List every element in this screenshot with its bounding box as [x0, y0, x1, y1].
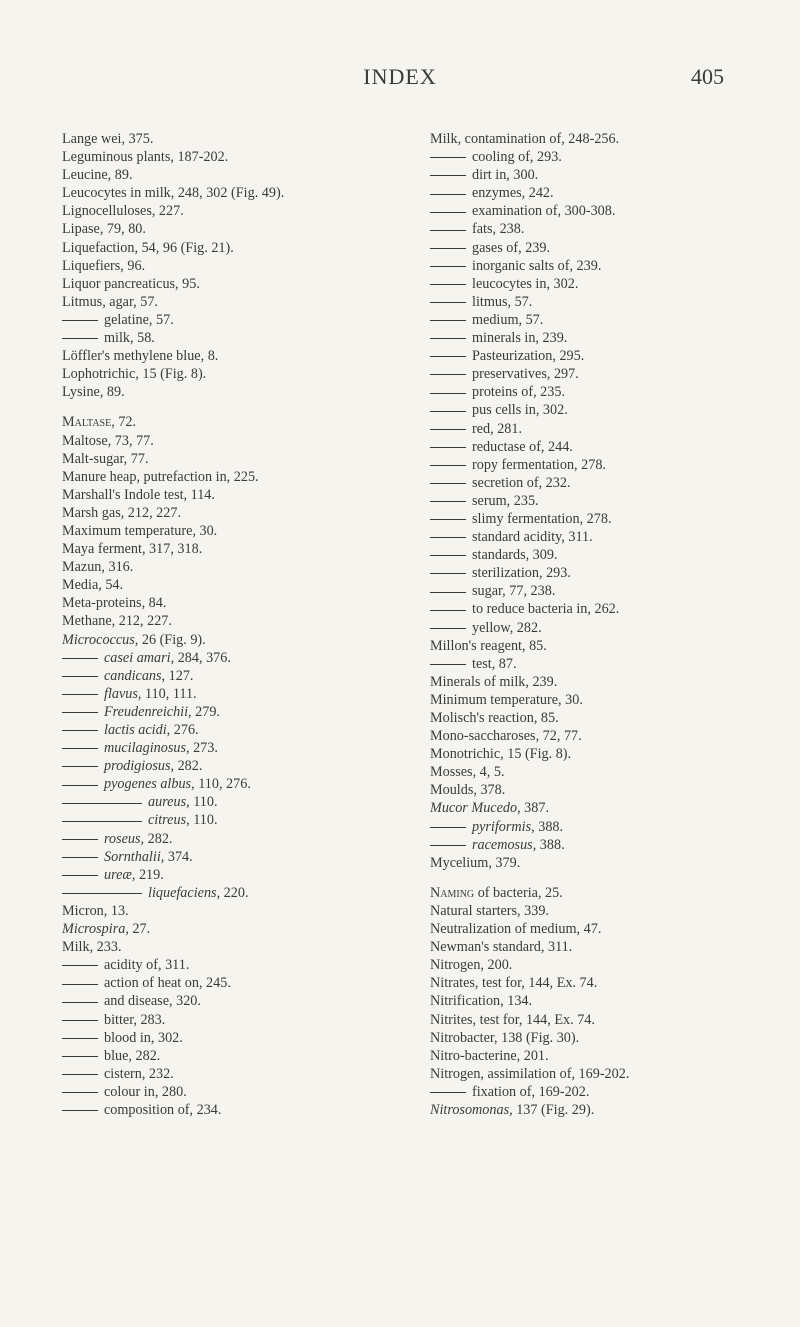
index-entry: Löffler's methylene blue, 8. — [62, 348, 219, 365]
index-entry: Liquefaction, 54, 96 (Fig. 21). — [62, 239, 234, 256]
index-subentry: standards, 309. — [430, 546, 780, 564]
index-column-right — [430, 130, 780, 1119]
index-entry: Minerals of milk, 239. — [430, 673, 558, 690]
index-subentry: lactis acidi, 276. — [62, 721, 382, 739]
index-subentry: roseus, 282. — [62, 830, 382, 848]
index-subentry: colour in, 280. — [62, 1083, 382, 1101]
index-subentry: test, 87. — [430, 655, 780, 673]
index-entry: Minimum temperature, 30. — [430, 691, 583, 708]
index-subentry: secretion of, 232. — [430, 474, 780, 492]
index-subentry: Freudenreichii, 279. — [62, 703, 382, 721]
index-entry: Natural starters, 339. — [430, 902, 549, 919]
index-entry: Moulds, 378. — [430, 782, 506, 799]
index-subentry: preservatives, 297. — [430, 365, 780, 383]
index-entry: Nitrification, 134. — [430, 993, 533, 1010]
index-subentry: slimy fermentation, 278. — [430, 510, 780, 528]
index-entry: Maltase, 72. — [62, 414, 137, 431]
index-subentry: to reduce bacteria in, 262. — [430, 600, 780, 618]
index-subentry: citreus, 110. — [62, 811, 382, 829]
index-entry: Newman's standard, 311. — [430, 939, 573, 956]
index-subentry: inorganic salts of, 239. — [430, 257, 780, 275]
index-entry: Liquefiers, 96. — [62, 257, 146, 274]
index-subentry: serum, 235. — [430, 492, 780, 510]
section-gap — [62, 401, 382, 413]
index-entry: Liquor pancreaticus, 95. — [62, 275, 200, 292]
index-entry: Monotrichic, 15 (Fig. 8). — [430, 746, 572, 763]
index-subentry: pyogenes albus, 110, 276. — [62, 775, 382, 793]
index-subentry: dirt in, 300. — [430, 166, 780, 184]
index-subentry: standard acidity, 311. — [430, 528, 780, 546]
index-subentry: blue, 282. — [62, 1047, 382, 1065]
index-entry: Maltose, 73, 77. — [62, 432, 154, 449]
index-entry: Leucine, 89. — [62, 167, 133, 184]
index-subentry: acidity of, 311. — [62, 956, 382, 974]
index-subentry: prodigiosus, 282. — [62, 757, 382, 775]
index-subentry: gelatine, 57. — [62, 311, 382, 329]
section-gap — [430, 872, 780, 884]
index-entry: Molisch's reaction, 85. — [430, 710, 559, 726]
index-subentry: racemosus, 388. — [430, 836, 780, 854]
index-subentry: pyriformis, 388. — [430, 818, 780, 836]
index-entry: Litmus, agar, 57. — [62, 293, 158, 310]
index-subentry: red, 281. — [430, 420, 780, 438]
index-entry: Lignocelluloses, 227. — [62, 203, 184, 220]
index-subentry: Sornthalii, 374. — [62, 848, 382, 866]
index-entry: Nitrogen, assimilation of, 169-202. — [430, 1065, 630, 1082]
index-subentry: Pasteurization, 295. — [430, 347, 780, 365]
index-subentry: reductase of, 244. — [430, 438, 780, 456]
index-subentry: leucocytes in, 302. — [430, 275, 780, 293]
index-subentry: proteins of, 235. — [430, 383, 780, 401]
index-entry: Leguminous plants, 187-202. — [62, 149, 229, 166]
index-entry: Neutralization of medium, 47. — [430, 921, 602, 938]
index-entry: Malt-sugar, 77. — [62, 450, 149, 467]
index-entry: Mucor Mucedo, 387. — [430, 800, 549, 817]
index-entry: Lophotrichic, 15 (Fig. 8). — [62, 366, 207, 383]
page-number: 405 — [691, 64, 724, 89]
index-entry: Micrococcus, 26 (Fig. 9). — [62, 631, 206, 648]
index-entry: Maximum temperature, 30. — [62, 522, 218, 539]
index-subentry: litmus, 57. — [430, 293, 780, 311]
index-subentry: composition of, 234. — [62, 1101, 382, 1119]
index-entry: Manure heap, putrefaction in, 225. — [62, 468, 259, 485]
index-subentry: fats, 238. — [430, 220, 780, 238]
index-subentry: action of heat on, 245. — [62, 974, 382, 992]
index-subentry: liquefaciens, 220. — [62, 884, 382, 902]
index-entry: Naming of bacteria, 25. — [430, 884, 563, 901]
index-entry: Nitrosomonas, 137 (Fig. 29). — [430, 1101, 595, 1118]
index-entry: Marshall's Indole test, 114. — [62, 486, 215, 503]
index-entry: Nitrobacter, 138 (Fig. 30). — [430, 1029, 580, 1046]
index-subentry: cooling of, 293. — [430, 148, 780, 166]
index-entry: Meta-proteins, 84. — [62, 595, 167, 612]
index-subentry: ureæ, 219. — [62, 866, 382, 884]
index-entry: Lipase, 79, 80. — [62, 221, 146, 238]
index-entry: Micron, 13. — [62, 902, 129, 919]
index-subentry: sugar, 77, 238. — [430, 582, 780, 600]
index-entry: Methane, 212, 227. — [62, 613, 172, 630]
index-entry: Mazun, 316. — [62, 559, 134, 576]
index-subentry: aureus, 110. — [62, 793, 382, 811]
index-entry: Microspira, 27. — [62, 921, 151, 938]
index-subentry: yellow, 282. — [430, 619, 780, 637]
page-header — [0, 64, 800, 104]
index-entry: Nitrates, test for, 144, Ex. 74. — [430, 975, 598, 992]
index-subentry: flavus, 110, 111. — [62, 685, 382, 703]
index-entry: Nitrogen, 200. — [430, 957, 513, 974]
index-entry: Millon's reagent, 85. — [430, 637, 547, 654]
index-entry: Milk, contamination of, 248-256. — [430, 131, 620, 147]
index-subentry: gases of, 239. — [430, 239, 780, 257]
index-subentry: sterilization, 293. — [430, 564, 780, 582]
index-subentry: minerals in, 239. — [430, 329, 780, 347]
index-entry: Milk, 233. — [62, 939, 122, 956]
index-subentry: bitter, 283. — [62, 1011, 382, 1029]
index-entry: Marsh gas, 212, 227. — [62, 504, 182, 521]
index-subentry: mucilaginosus, 273. — [62, 739, 382, 757]
index-entry: Mycelium, 379. — [430, 854, 521, 871]
index-subentry: casei amari, 284, 376. — [62, 649, 382, 667]
index-entry: Nitrites, test for, 144, Ex. 74. — [430, 1011, 595, 1028]
page-title: INDEX — [363, 64, 437, 89]
index-entry: Nitro-bacterine, 201. — [430, 1047, 549, 1064]
index-entry: Mosses, 4, 5. — [430, 764, 505, 781]
index-subentry: fixation of, 169-202. — [430, 1083, 780, 1101]
index-entry: Mono-saccharoses, 72, 77. — [430, 728, 582, 745]
index-entry: Lange wei, 375. — [62, 131, 154, 147]
index-column-left — [62, 130, 382, 1119]
index-subentry: pus cells in, 302. — [430, 401, 780, 419]
index-entry: Lysine, 89. — [62, 384, 125, 401]
index-entry: Media, 54. — [62, 577, 124, 594]
index-subentry: examination of, 300-308. — [430, 202, 780, 220]
index-entry: Leucocytes in milk, 248, 302 (Fig. 49). — [62, 185, 285, 202]
index-subentry: cistern, 232. — [62, 1065, 382, 1083]
index-subentry: medium, 57. — [430, 311, 780, 329]
index-subentry: and disease, 320. — [62, 992, 382, 1010]
index-subentry: milk, 58. — [62, 329, 382, 347]
index-subentry: enzymes, 242. — [430, 184, 780, 202]
index-entry: Maya ferment, 317, 318. — [62, 541, 203, 558]
index-subentry: candicans, 127. — [62, 667, 382, 685]
index-subentry: blood in, 302. — [62, 1029, 382, 1047]
index-subentry: ropy fermentation, 278. — [430, 456, 780, 474]
